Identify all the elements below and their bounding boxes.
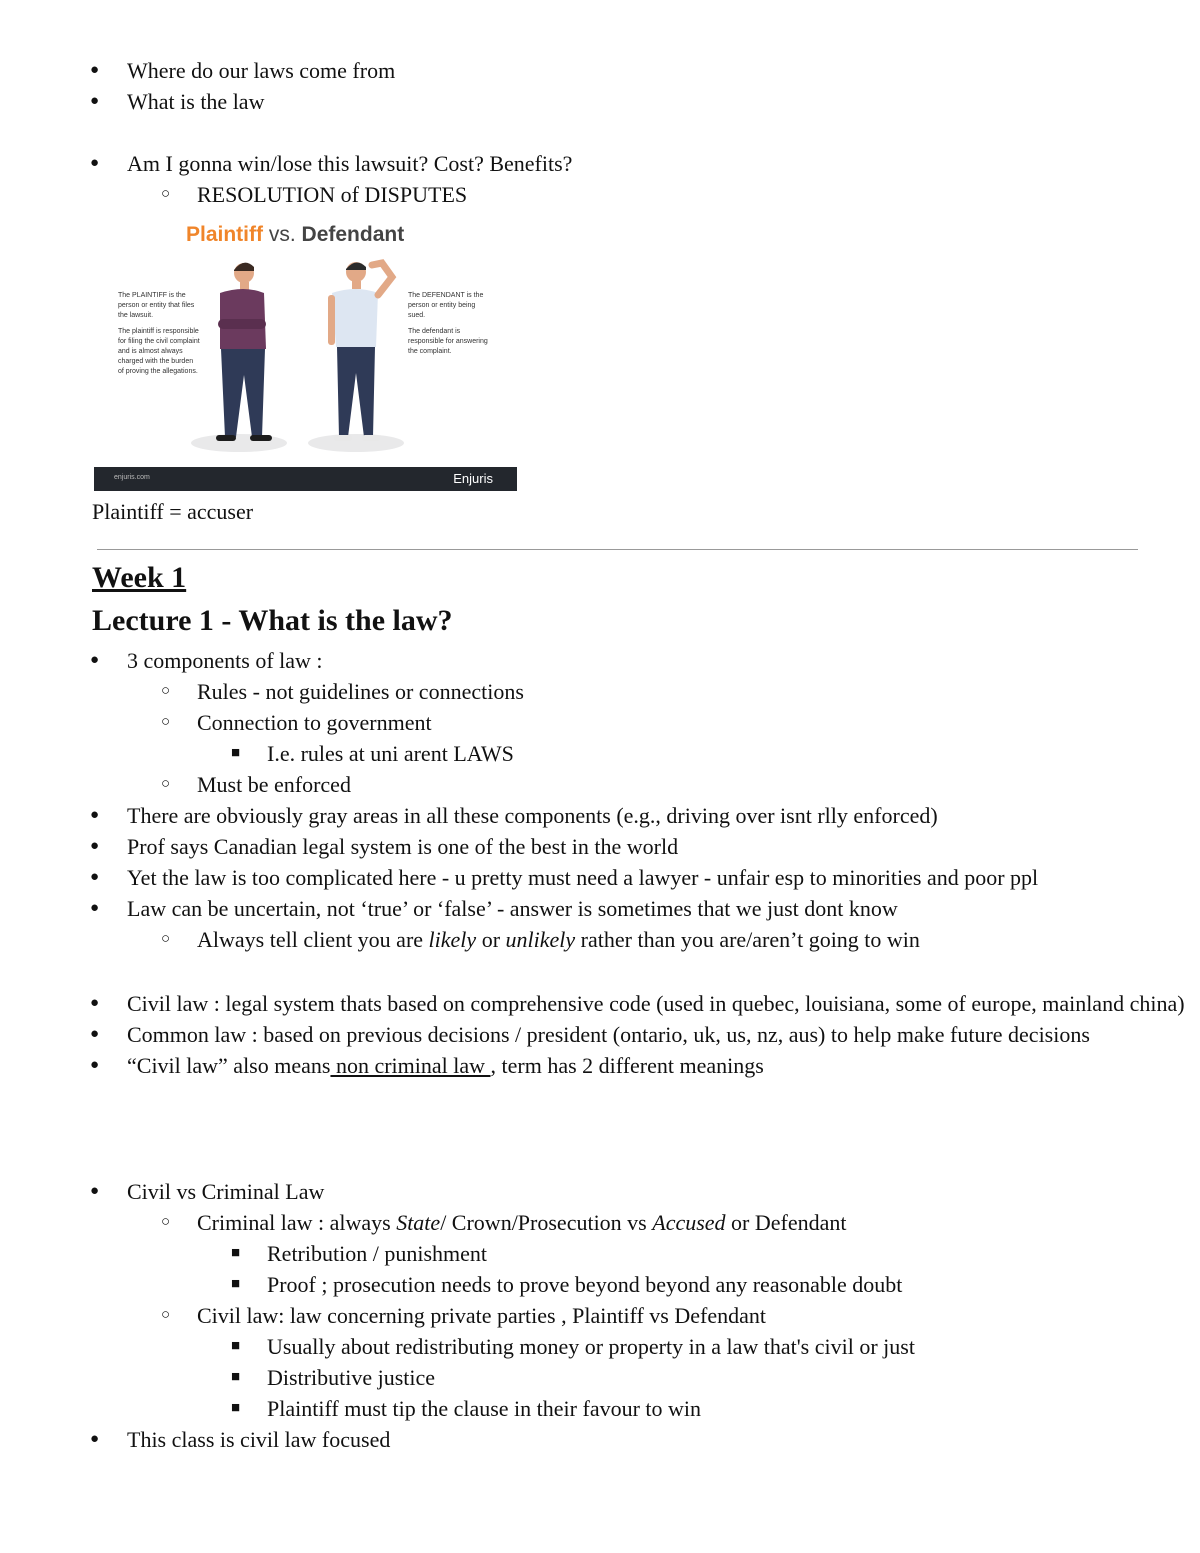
legal-systems-list <box>0 988 1200 1081</box>
people-illustration <box>94 215 517 467</box>
image-site: enjuris.com <box>114 474 150 481</box>
defendant-note-2: The defendant is responsible for answering the complaint. <box>408 328 488 355</box>
plaintiff-shadow <box>191 434 287 452</box>
list-item: ● Yet the law is too complicated here - u pretty must need a lawyer - unfair esp to minorities and poor ppl <box>0 862 1200 893</box>
week-heading: Week 1 <box>92 561 187 594</box>
image-brand: Enjuris <box>453 471 493 486</box>
plaintiff-vs-defendant-image <box>94 215 517 491</box>
intro-list <box>0 55 1200 117</box>
lecture-list <box>0 645 1200 955</box>
defendant-pants <box>337 347 375 437</box>
list-item: ● What is the law <box>0 86 1200 117</box>
list-item: ○ Connection to government <box>0 707 1200 738</box>
list-item: ○ Rules - not guidelines or connections <box>0 676 1200 707</box>
list-item: ■ Distributive justice <box>0 1362 1200 1393</box>
defendant-shadow <box>308 434 404 452</box>
list-item <box>0 924 1200 955</box>
list-item: ● Am I gonna win/lose this lawsuit? Cost? Benefits? <box>0 148 1200 179</box>
lawsuit-list <box>0 148 1200 210</box>
image-title-plaintiff: Plaintiff <box>186 223 263 246</box>
client-unlikely: unlikely <box>505 927 576 952</box>
civil-also-underlined: non criminal law <box>330 1053 491 1078</box>
list-item <box>0 1207 1200 1238</box>
list-item: ● There are obviously gray areas in all these components (e.g., driving over isnt rlly enforced) <box>0 800 1200 831</box>
crim-a: Criminal law : always <box>197 1210 397 1235</box>
list-item: ■ Proof ; prosecution needs to prove beyond beyond any reasonable doubt <box>0 1269 1200 1300</box>
list-item: ○ Must be enforced <box>0 769 1200 800</box>
crim-state: State <box>396 1210 441 1235</box>
list-item: ○ RESOLUTION of DISPUTES <box>0 179 1200 210</box>
plaintiff-definition: Plaintiff = accuser <box>92 499 254 524</box>
list-item: ● Where do our laws come from <box>0 55 1200 86</box>
image-title-vs: vs. <box>268 223 296 246</box>
civil-also-b: , term has 2 different meanings <box>490 1053 764 1078</box>
list-item: ■ I.e. rules at uni arent LAWS <box>0 738 1200 769</box>
list-item: ● This class is civil law focused <box>0 1424 1200 1455</box>
list-item: ● Civil vs Criminal Law <box>0 1176 1200 1207</box>
image-title-defendant: Defendant <box>301 223 405 246</box>
crim-accused: Accused <box>652 1210 726 1235</box>
crim-b: / Crown/Prosecution vs <box>440 1210 653 1235</box>
crim-c: or Defendant <box>725 1210 847 1235</box>
client-text-a: Always tell client you are <box>197 927 429 952</box>
list-item: ○ Civil law: law concerning private parties , Plaintiff vs Defendant <box>0 1300 1200 1331</box>
list-item: ■ Plaintiff must tip the clause in their favour to win <box>0 1393 1200 1424</box>
plaintiff-note-1: The PLAINTIFF is the person or entity that files the lawsuit. <box>118 292 195 319</box>
list-item: ● 3 components of law : <box>0 645 1200 676</box>
list-item: ● Common law : based on previous decisions / president (ontario, uk, us, nz, aus) to help make future decisions <box>0 1019 1200 1050</box>
civil-also-a: “Civil law” also means <box>127 1053 331 1078</box>
defendant-shirt <box>332 289 378 347</box>
client-text-or: or <box>476 927 506 952</box>
client-text-rest: rather than you are/aren’t going to win <box>575 927 920 952</box>
list-item: ● Civil law : legal system thats based on comprehensive code (used in quebec, louisiana, some of europe, mainland china) <box>0 988 1200 1019</box>
list-item: ■ Usually about redistributing money or property in a law that's civil or just <box>0 1331 1200 1362</box>
lecture-heading: Lecture 1 - What is the law? <box>92 604 453 637</box>
list-item: ● Prof says Canadian legal system is one of the best in the world <box>0 831 1200 862</box>
list-item <box>0 1050 1200 1081</box>
defendant-note-1: The DEFENDANT is the person or entity being sued. <box>408 292 484 319</box>
divider <box>97 549 1138 550</box>
civil-vs-criminal-list <box>0 1176 1200 1455</box>
plaintiff-pants <box>221 349 265 437</box>
plaintiff-note-2: The plaintiff is responsible for filing the civil complaint and is almost always charged with the burden of proving the allegations. <box>118 328 200 375</box>
image-footer-bar <box>94 467 517 491</box>
list-item: ■ Retribution / punishment <box>0 1238 1200 1269</box>
list-item: ● Law can be uncertain, not ‘true’ or ‘false’ - answer is sometimes that we just dont know <box>0 893 1200 924</box>
client-likely: likely <box>428 927 477 952</box>
